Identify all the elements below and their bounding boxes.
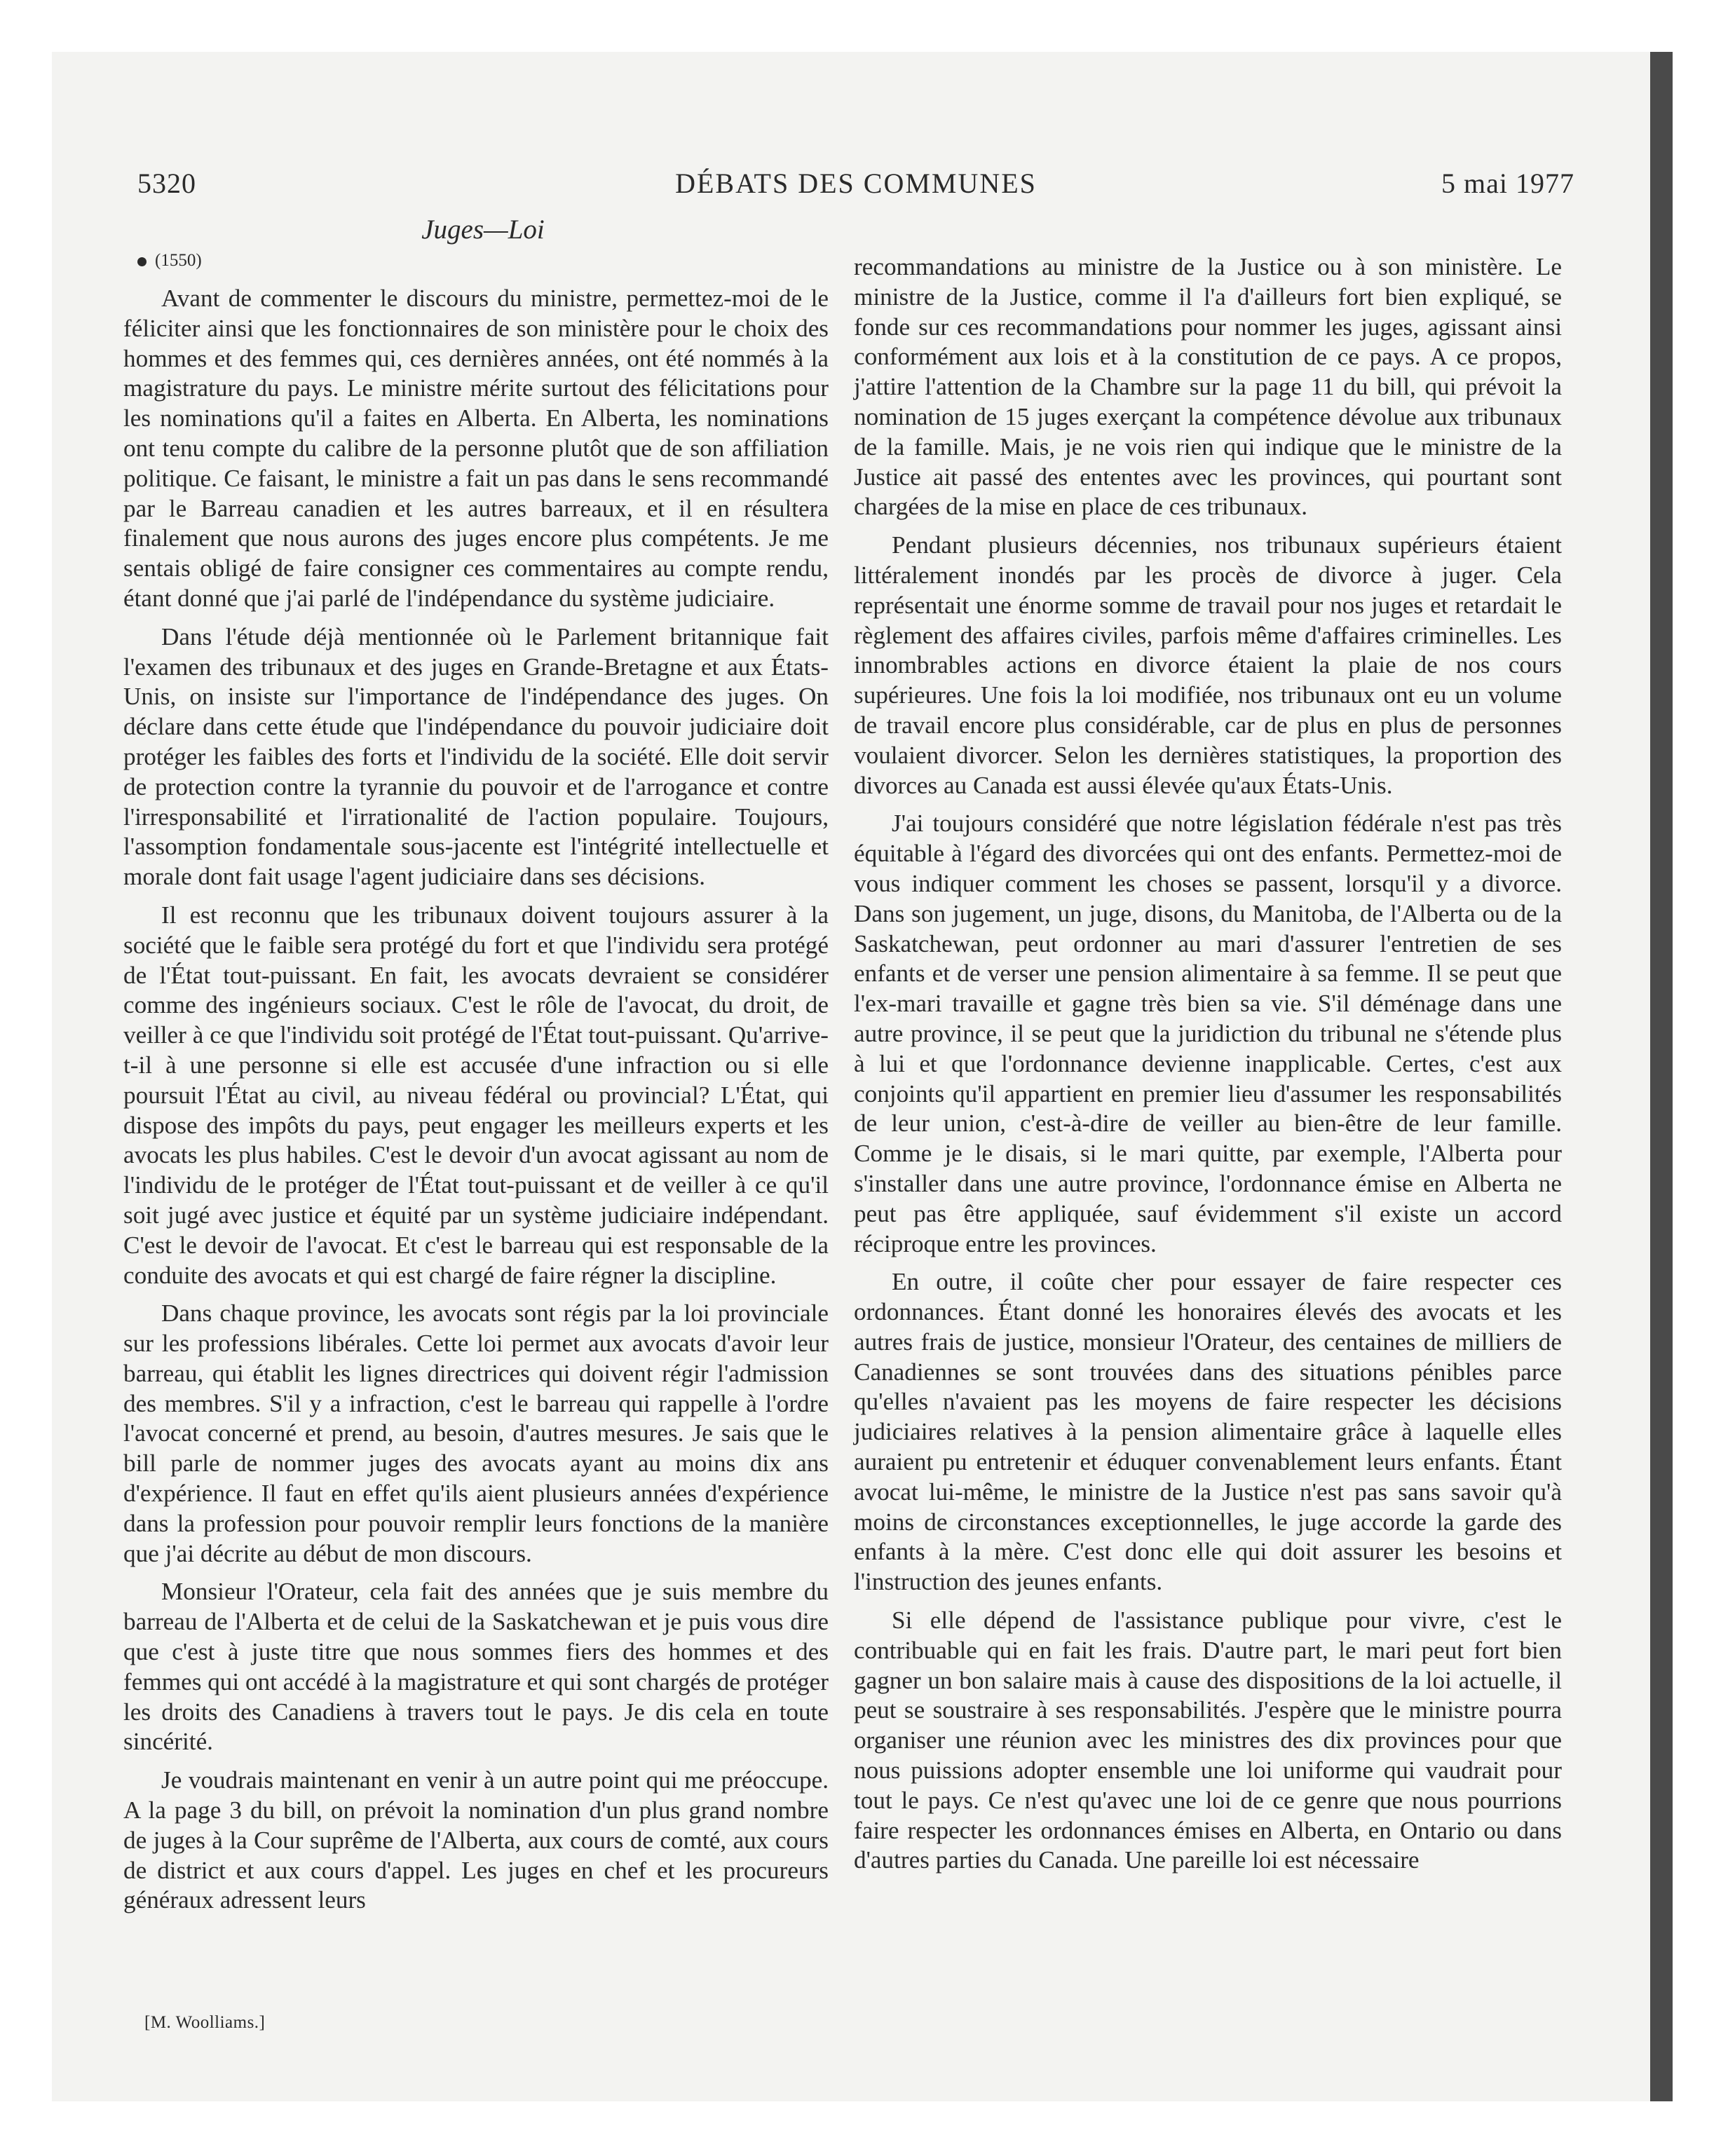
paragraph: Monsieur l'Orateur, cela fait des années que je suis membre du barreau de l'Alberta et de celui de la Saskatchewan et je puis vous dire que c'est à juste titre que nous sommes fiers des hommes et des femmes qui ont accédé à la magistrature et qui sont chargés de protéger les droits des Canadiens à travers tout le pays. Je dis cela en toute sincérité. — [123, 1578, 829, 1756]
journal-title: DÉBATS DES COMMUNES — [675, 168, 1037, 199]
paragraph: Avant de commenter le discours du ministre, permettez-moi de le féliciter ainsi que les fonctionnaires de son ministère pour le choix des hommes et des femmes qui, ces dernières années, ont été nommés à la magistrature du pays. Le ministre mérite surtout des félicitations pour les nominations qu'il a faites en Alberta. En Alberta, les nominations ont tenu compte du calibre de la personne plutôt que de son affiliation politique. Ce faisant, le ministre a fait un pas dans le sens recommandé par le Barreau canadien et les autres barreaux, et il en résultera finalement que nous aurons des juges encore plus compétents. Je me sentais obligé de faire consigner ces commentaires au compte rendu, étant donné que j'ai parlé de l'indépendance du système judiciaire. — [123, 285, 829, 612]
left-column — [123, 284, 829, 1924]
page-number: 5320 — [137, 168, 196, 199]
paragraph: Dans chaque province, les avocats sont régis par la loi provinciale sur les professions libérales. Cette loi permet aux avocats d'avoir leur barreau, qui établit les lignes directrices qui doivent régir l'admission des membres. S'il y a infraction, c'est le barreau qui rappelle à l'ordre l'avocat concerné et prend, au besoin, d'autres mesures. Je sais que le bill parle de nommer juges des avocats ayant au moins dix ans d'expérience. Il faut en effet qu'ils aient plusieurs années d'expérience dans la profession pour pouvoir remplir leurs fonctions de la manière que j'ai décrite au début de mon discours. — [123, 1299, 829, 1567]
paragraph: Il est reconnu que les tribunaux doivent toujours assurer à la société que le faible sera protégé du fort et que l'individu sera protégé de l'État tout-puissant. En fait, les avocats devraient se considérer comme des ingénieurs sociaux. C'est le rôle de l'avocat, du droit, de veiller à ce que l'individu soit protégé de l'État tout-puissant. Qu'arrive-t-il à une personne si elle est accusée d'une infraction ou si elle poursuit l'État au civil, au niveau fédéral ou provincial? L'État, qui dispose des impôts du pays, peut engager les meilleurs experts et les avocats les plus habiles. C'est le devoir d'un avocat agissant au nom de l'individu de le protéger de l'État tout-puissant et de veiller à ce qu'il soit jugé avec justice et équité par un système judiciaire indépendant. C'est le devoir de l'avocat. Et c'est le barreau qui est responsable de la conduite des avocats et qui est chargé de faire régner la discipline. — [123, 901, 829, 1289]
issue-date: 5 mai 1977 — [1441, 168, 1574, 199]
binding-edge — [1650, 52, 1673, 2101]
speaker-attribution: [M. Woolliams.] — [144, 2013, 266, 2032]
paragraph: Je voudrais maintenant en venir à un autre point qui me préoccupe. A la page 3 du bill, on prévoit la nomination d'un plus grand nombre de juges à la Cour suprême de l'Alberta, aux cours de comté, aux cours de district et aux cours d'appel. Les juges en chef et les procureurs généraux adressent leurs — [123, 1766, 829, 1914]
paragraph: Dans l'étude déjà mentionnée où le Parlement britannique fait l'examen des tribunaux et des juges en Grande-Bretagne et aux États-Unis, on insiste sur l'importance de l'indépendance des juges. On déclare dans cette étude que l'indépendance du pouvoir judiciaire doit protéger les faibles des forts et l'individu de la société. Elle doit servir de protection contre la tyrannie du pouvoir et de l'arrogance et contre l'irresponsabilité et l'irrationalité de l'action populaire. Toujours, l'assomption fondamentale sous-jacente est l'intégrité intellectuelle et morale dont fait usage l'agent judiciaire dans ses décisions. — [123, 622, 829, 891]
paragraph: En outre, il coûte cher pour essayer de faire respecter ces ordonnances. Étant donné les honoraires élevés des avocats et les autres frais de justice, monsieur l'Orateur, des centaines de milliers de Canadiennes se sont trouvées dans des situations pénibles parce qu'elles n'avaient pas les moyens de faire respecter les décisions judiciaires relatives à la pension alimentaire grâce à laquelle elles auraient pu entretenir et éduquer convenablement leurs enfants. Étant avocat lui-même, le ministre de la Justice n'est pas sans savoir qu'à moins de circonstances exceptionnelles, le juge accorde la garde des enfants à la mère. C'est donc elle qui doit assurer les besoins et l'instruction des jeunes enfants. — [854, 1268, 1562, 1596]
page-header — [137, 160, 1574, 202]
bullet-icon — [137, 257, 147, 266]
paragraph: Pendant plusieurs décennies, nos tribunaux supérieurs étaient littéralement inondés par les procès de divorce à juger. Cela représentait une énorme somme de travail pour nos juges et retardait le règlement des affaires civiles, parfois même d'affaires criminelles. Les innombrables actions en divorce étaient la plaie de nos cours supérieures. Une fois la loi modifiée, nos tribunaux ont eu un volume de travail encore plus considérable, car de plus en plus de personnes voulaient divorcer. Selon les dernières statistiques, la proportion des divorces au Canada est aussi élevée qu'aux États-Unis. — [854, 531, 1562, 799]
timestamp-label: (1550) — [155, 251, 202, 270]
paragraph-continued: recommandations au ministre de la Justice ou à son ministère. Le ministre de la Justice, comme il l'a d'ailleurs fort bien expliqué, se fonde sur ces recommandations pour nommer les juges, agissant ainsi conformément aux lois et à la constitution de ce pays. A ce propos, j'attire l'attention de la Chambre sur la page 11 du bill, qui prévoit la nomination de 15 juges exerçant la compétence dévolue aux tribunaux de la famille. Mais, je ne vois rien qui indique que le ministre de la Justice ait passé des ententes avec les provinces, qui pourtant sont chargées de la mise en place de ces tribunaux. — [854, 253, 1562, 521]
paragraph: J'ai toujours considéré que notre législation fédérale n'est pas très équitable à l'égard des divorcées qui ont des enfants. Permettez-moi de vous indiquer comment les choses se passent, lorsqu'il y a divorce. Dans son jugement, un juge, disons, du Manitoba, de l'Alberta ou de la Saskatchewan, peut ordonner au mari d'assurer l'entretien de ses enfants et de verser une pension alimentaire à sa femme. Il se peut que l'ex-mari travaille et gagne très bien sa vie. S'il déménage dans une autre province, il se peut que la juridiction du tribunal ne s'étende plus à lui et que l'ordonnance devienne inapplicable. Certes, c'est aux conjoints qu'il appartient en premier lieu d'assumer les responsabilités de leur union, c'est-à-dire de veiller au bien-être de leur famille. Comme je le disais, si le mari quitte, par exemple, l'Alberta pour s'installer dans une autre province, l'ordonnance émise en Alberta ne peut pas être appliquée, sauf évidemment s'il existe un accord réciproque entre les provinces. — [854, 810, 1562, 1257]
right-column — [854, 252, 1562, 1884]
section-title: Juges—Loi — [421, 214, 545, 245]
paragraph: Si elle dépend de l'assistance publique pour vivre, c'est le contribuable qui en fait les frais. D'autre part, le mari peut fort bien gagner un bon salaire mais à cause des dispositions de la loi actuelle, il peut se soustraire à ses responsabilités. J'espère que le ministre pourra organiser une réunion avec les ministres des dix provinces pour que nous puissions adopter ensemble une loi uniforme qui vaudrait pour tout le pays. Ce n'est qu'avec une loi de ce genre que nous pourrions faire respecter les ordonnances émises en Alberta, en Ontario ou dans d'autres parties du Canada. Une pareille loi est nécessaire — [854, 1606, 1562, 1874]
timestamp — [137, 251, 202, 271]
